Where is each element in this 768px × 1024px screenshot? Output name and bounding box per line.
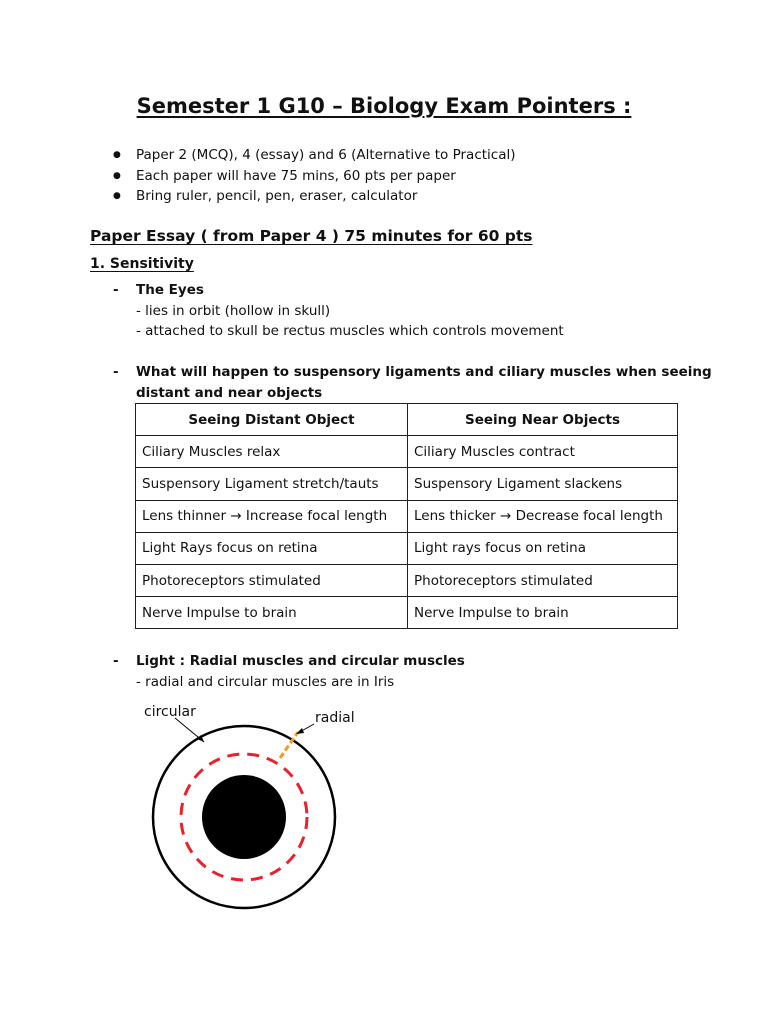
intro-bullet-list <box>113 145 516 207</box>
dash-marker: - <box>113 653 119 669</box>
table-cell: Lens thinner → Increase focal length <box>136 500 408 532</box>
light-heading: Light : Radial muscles and circular muscles <box>136 653 465 669</box>
eyes-line: - lies in orbit (hollow in skull) <box>136 302 331 319</box>
page-title: Semester 1 G10 – Biology Exam Pointers : <box>136 94 632 118</box>
subsection-heading: 1. Sensitivity <box>90 256 194 272</box>
label-radial: radial <box>315 710 355 726</box>
iris-diagram <box>130 695 380 925</box>
table-row <box>136 436 678 468</box>
light-item <box>113 651 465 692</box>
table-row <box>136 468 678 500</box>
light-line: - radial and circular muscles are in Iris <box>136 673 395 690</box>
table-cell: Light Rays focus on retina <box>136 532 408 564</box>
table-cell: Lens thicker → Decrease focal length <box>408 500 678 532</box>
table-cell: Light rays focus on retina <box>408 532 678 564</box>
ligaments-item <box>113 362 712 403</box>
comparison-table <box>135 403 678 629</box>
table-row <box>136 597 678 629</box>
label-circular: circular <box>144 704 196 720</box>
section-heading: Paper Essay ( from Paper 4 ) 75 minutes for 60 pts <box>90 227 533 245</box>
table-header-row <box>136 404 678 436</box>
bullet-item: ● Bring ruler, pencil, pen, eraser, calculator <box>113 186 516 207</box>
dash-marker: - <box>113 364 119 380</box>
eyes-heading: The Eyes <box>136 282 204 298</box>
table-row <box>136 532 678 564</box>
table-cell: Photoreceptors stimulated <box>408 564 678 596</box>
table-cell: Suspensory Ligament stretch/tauts <box>136 468 408 500</box>
table-cell: Ciliary Muscles relax <box>136 436 408 468</box>
table-row <box>136 564 678 596</box>
table-row <box>136 500 678 532</box>
ligaments-heading-line: distant and near objects <box>136 384 323 401</box>
dash-marker: - <box>113 282 119 298</box>
column-header-near: Seeing Near Objects <box>408 404 678 436</box>
table-cell: Photoreceptors stimulated <box>136 564 408 596</box>
ligaments-heading-line: What will happen to suspensory ligaments and ciliary muscles when seeing <box>136 364 712 380</box>
eyes-line: - attached to skull be rectus muscles which controls movement <box>136 323 564 339</box>
table-cell: Ciliary Muscles contract <box>408 436 678 468</box>
table-cell: Nerve Impulse to brain <box>136 597 408 629</box>
bullet-item: ● Paper 2 (MCQ), 4 (essay) and 6 (Alternative to Practical) <box>113 145 516 166</box>
table-cell: Suspensory Ligament slackens <box>408 468 678 500</box>
column-header-distant: Seeing Distant Object <box>136 404 408 436</box>
table-cell: Nerve Impulse to brain <box>408 597 678 629</box>
eyes-item <box>113 280 564 342</box>
bullet-item: ● Each paper will have 75 mins, 60 pts per paper <box>113 166 516 187</box>
arrowhead-icon <box>296 728 304 734</box>
pupil <box>202 775 286 859</box>
